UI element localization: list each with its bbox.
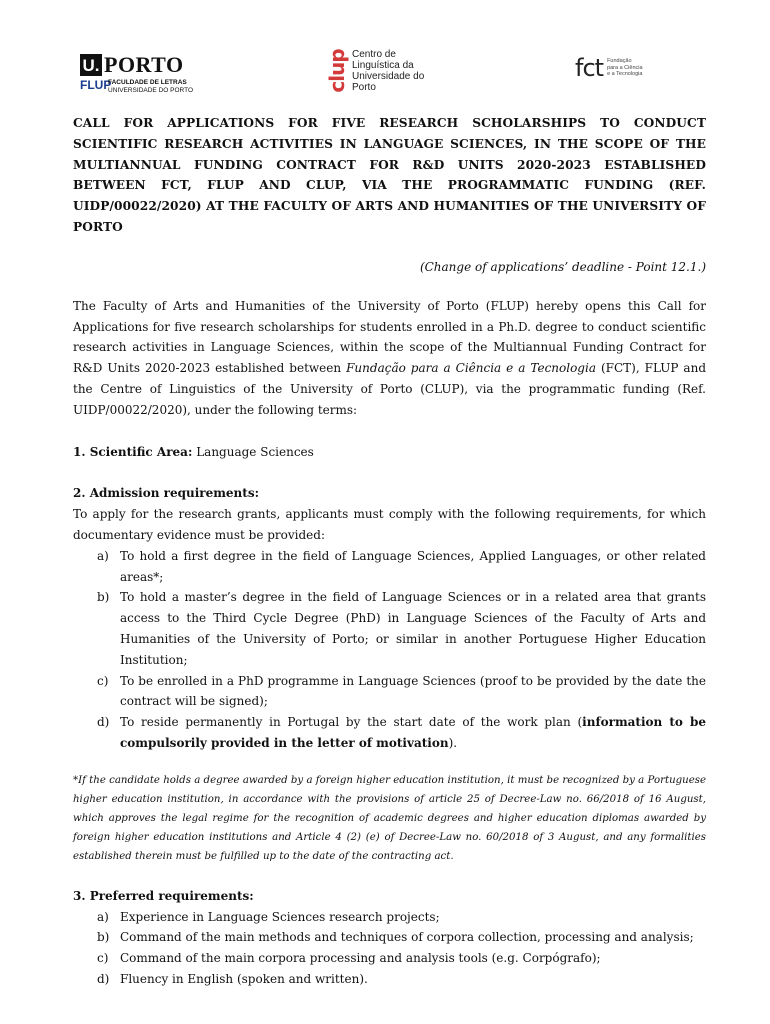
clup-name-line3: Universidade do xyxy=(352,71,425,82)
fct-full-name: Fundação para a Ciência e a Tecnologia xyxy=(346,361,596,376)
uporto-logo-mark: U. xyxy=(80,54,102,76)
section-1-heading: 1. Scientific Area: xyxy=(73,444,193,459)
change-note: (Change of applications’ deadline - Point 12.1.) xyxy=(419,259,706,274)
section-2-heading: 2. Admission requirements: xyxy=(73,486,260,501)
section-1-value: Language Sciences xyxy=(192,444,314,459)
list-item: b) Command of the main methods and techniques of corpora collection, processing and analysis; xyxy=(97,930,694,945)
section-3-heading: 3. Preferred requirements: xyxy=(73,888,254,903)
intro-paragraph: The Faculty of Arts and Humanities of the University of Porto (FLUP) hereby opens this Call for Applications for five research scholarships for students enrolled in a Ph.D. degree to conduct scientific research activities in Language Sciences, within the scope of the Multiannual Funding Contract for R&D Units 2020-2023 established between Fundação para a Ciência e a Tecnologia (FCT), FLUP and the Centre of Linguistics of the University of Porto (CLUP), via the programmatic funding (Ref. UIDP/00022/2020), under the following terms: xyxy=(73,298,706,417)
list-item: c) To be enrolled in a PhD programme in Language Sciences (proof to be provided by the date the contract will be signed); xyxy=(97,673,706,709)
admission-requirements-list xyxy=(73,546,706,754)
fct-logo-mark: fct xyxy=(575,54,604,82)
clup-logo xyxy=(326,48,424,94)
fct-logo xyxy=(575,54,643,82)
flup-name-line1: FACULDADE DE LETRAS xyxy=(108,79,187,86)
list-item: d) To reside permanently in Portugal by the start date of the work plan (information to be compulsorily provided in the letter of motivation). xyxy=(97,715,706,750)
uporto-flup-logo xyxy=(80,54,193,95)
fct-name-line1: Fundação xyxy=(607,58,632,65)
list-item: a) Experience in Language Sciences research projects; xyxy=(97,909,440,924)
list-item: b) To hold a master’s degree in the field of Language Sciences or in a related area that grants access to the Third Cycle Degree (PhD) in Language Sciences of the Faculty of Arts and Humanities of the University of Porto; or similar in another Portuguese Higher Education Institution; xyxy=(97,590,706,667)
flup-name-line2: UNIVERSIDADE DO PORTO xyxy=(108,87,193,94)
flup-abbr: FLUP xyxy=(80,78,112,92)
document-title: CALL FOR APPLICATIONS FOR FIVE RESEARCH SCHOLARSHIPS TO CONDUCT SCIENTIFIC RESEARCH ACTIVITIES IN LANGUAGE SCIENCES, IN THE SCOPE OF THE MULTIANNUAL FUNDING CONTRACT FOR R&D UNITS 2020-2023 ESTABLISHED BETWEEN FCT, FLUP AND CLUP, VIA THE PROGRAMMATIC FUNDING (REF. UIDP/00022/2020) AT THE FACULTY OF ARTS AND HUMANITIES OF THE UNIVERSITY OF PORTO xyxy=(73,116,706,234)
document-body xyxy=(73,113,706,990)
clup-name-line4: Porto xyxy=(352,82,376,93)
footnote: *If the candidate holds a degree awarded by a foreign higher education institution, it must be recognized by a Portuguese higher education institution, in accordance with the provisions of article 25 of Decree-Law no. 66/2018 of 16 August, which approves the legal regime for the recognition of academic degrees and higher education diplomas awarded by foreign higher education institutions and Article 4 (2) (e) of Decree-Law no. 60/2018 of 3 August, and any formalities established therein must be fulfilled up to the date of the contracting act. xyxy=(73,774,706,862)
fct-name-line2: para a Ciência xyxy=(607,64,643,71)
preferred-requirements-list xyxy=(73,907,706,990)
list-item: a) To hold a first degree in the field of Language Sciences, Applied Languages, or other related areas*; xyxy=(97,548,706,584)
clup-name-line1: Centro de xyxy=(352,49,396,60)
clup-logo-mark: clup xyxy=(325,49,349,93)
list-item: d) Fluency in English (spoken and written). xyxy=(97,971,368,986)
uporto-logo-word: PORTO xyxy=(104,52,184,77)
page-header xyxy=(0,44,770,100)
clup-name-line2: Linguística da xyxy=(352,60,414,71)
section-2-lead: To apply for the research grants, applicants must comply with the following requirements, for which documentary evidence must be provided: xyxy=(73,507,706,542)
list-item: c) Command of the main corpora processing and analysis tools (e.g. Corpógrafo); xyxy=(97,951,601,966)
section-1-scientific-area xyxy=(73,442,706,463)
fct-name-line3: e a Tecnologia xyxy=(607,71,643,78)
